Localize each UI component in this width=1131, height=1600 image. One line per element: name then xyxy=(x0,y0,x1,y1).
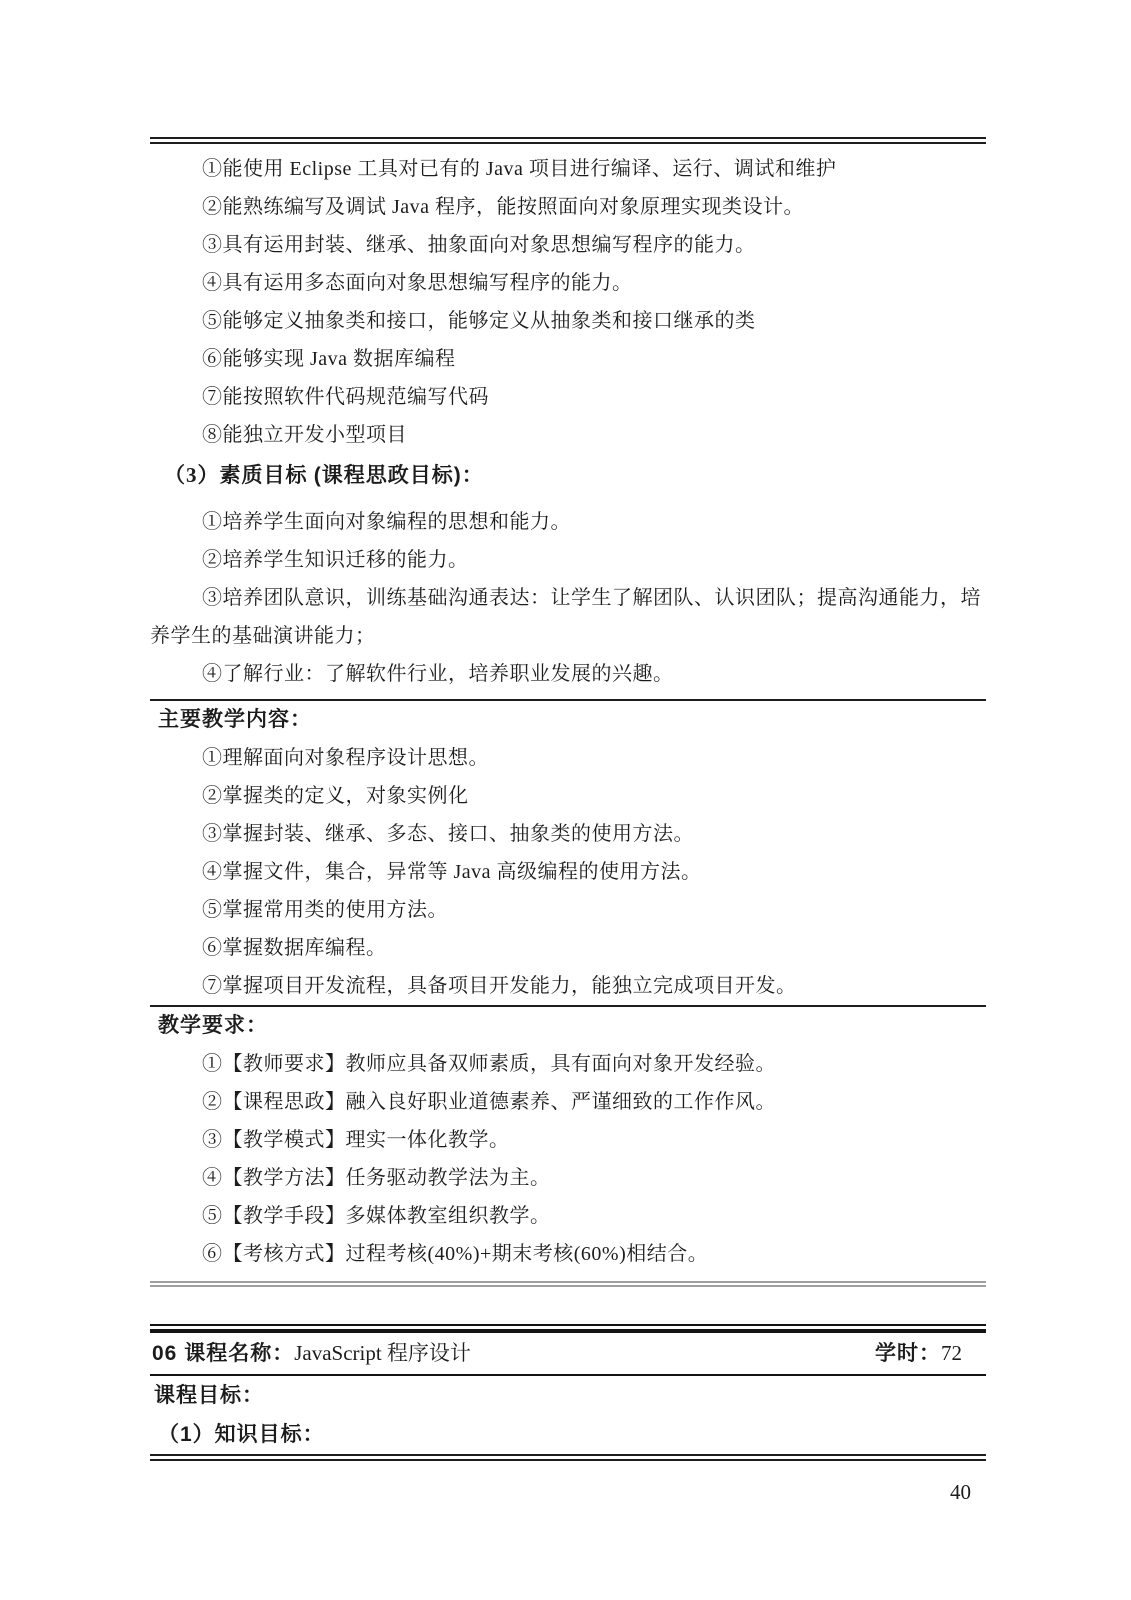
table-bottom-border xyxy=(150,1454,986,1461)
list-item: ③【教学模式】理实一体化教学。 xyxy=(202,1129,510,1151)
course-name-label: 06 课程名称： xyxy=(152,1342,295,1365)
course-hours-value: 72 xyxy=(941,1341,962,1365)
list-item: ④【教学方法】任务驱动教学法为主。 xyxy=(202,1167,551,1189)
course-name-value: JavaScript 程序设计 xyxy=(294,1341,471,1365)
list-item: ⑦能按照软件代码规范编写代码 xyxy=(202,386,489,408)
list-item: ④掌握文件，集合，异常等 Java 高级编程的使用方法。 xyxy=(202,861,702,883)
list-item: ③掌握封装、继承、多态、接口、抽象类的使用方法。 xyxy=(202,823,694,845)
quality-goal-heading xyxy=(150,455,986,496)
table-top-border xyxy=(150,137,986,144)
table-bottom-border xyxy=(150,1281,986,1287)
list-item: ①【教师要求】教师应具备双师素质，具有面向对象开发经验。 xyxy=(202,1053,776,1075)
teaching-requirements-section xyxy=(150,1007,986,1273)
ability-objectives-section xyxy=(150,144,986,454)
quality-goal-heading-number: （3）素质目标 xyxy=(164,463,314,487)
list-item: ②【课程思政】融入良好职业道德素养、严谨细致的工作作风。 xyxy=(202,1091,776,1113)
list-item: ④具有运用多态面向对象思想编写程序的能力。 xyxy=(202,272,633,294)
teaching-requirements-heading: 教学要求： xyxy=(158,1014,268,1037)
course-title-row xyxy=(150,1333,986,1376)
list-item: ②掌握类的定义，对象实例化 xyxy=(202,785,469,807)
course-name-cell xyxy=(152,1333,471,1374)
page-number: 40 xyxy=(950,1480,971,1504)
list-item: ①能使用 Eclipse 工具对已有的 Java 项目进行编译、运行、调试和维护 xyxy=(202,158,837,180)
course-hours-label: 学时： xyxy=(875,1342,941,1365)
table-top-border xyxy=(150,1324,986,1333)
list-item: ②能熟练编写及调试 Java 程序，能按照面向对象原理实现类设计。 xyxy=(202,196,805,218)
quality-goal-heading-colon: ： xyxy=(461,464,484,487)
list-item: ②培养学生知识迁移的能力。 xyxy=(202,549,469,571)
list-item: ⑥掌握数据库编程。 xyxy=(202,937,387,959)
list-item: ⑦掌握项目开发流程，具备项目开发能力，能独立完成项目开发。 xyxy=(202,975,797,997)
list-item: ⑥【考核方式】过程考核(40%)+期末考核(60%)相结合。 xyxy=(202,1243,709,1265)
list-item: ⑥能够实现 Java 数据库编程 xyxy=(202,348,456,370)
list-item: ③培养团队意识，训练基础沟通表达：让学生了解团队、认识团队；提高沟通能力，培养学生的基础演讲能力； xyxy=(150,587,981,647)
course06-table xyxy=(150,1324,986,1461)
list-item: ③具有运用封装、继承、抽象面向对象思想编写程序的能力。 xyxy=(202,234,756,256)
page-content xyxy=(150,137,986,1461)
course-hours-cell xyxy=(875,1333,962,1374)
list-item: ①培养学生面向对象编程的思想和能力。 xyxy=(202,511,571,533)
teaching-content-heading: 主要教学内容： xyxy=(158,708,312,731)
list-item: ⑤【教学手段】多媒体教室组织教学。 xyxy=(202,1205,551,1227)
knowledge-goal-heading: （1）知识目标： xyxy=(158,1423,325,1446)
quality-goal-heading-paren: (课程思政目标) xyxy=(313,464,462,487)
list-item: ⑤掌握常用类的使用方法。 xyxy=(202,899,448,921)
list-item: ①理解面向对象程序设计思想。 xyxy=(202,747,489,769)
list-item: ⑤能够定义抽象类和接口，能够定义从抽象类和接口继承的类 xyxy=(202,310,756,332)
list-item: ④了解行业：了解软件行业，培养职业发展的兴趣。 xyxy=(202,663,674,685)
teaching-content-section xyxy=(150,701,986,1005)
quality-goal-section xyxy=(150,455,986,693)
list-item: ⑧能独立开发小型项目 xyxy=(202,424,407,446)
course-goal-heading: 课程目标： xyxy=(154,1384,264,1407)
